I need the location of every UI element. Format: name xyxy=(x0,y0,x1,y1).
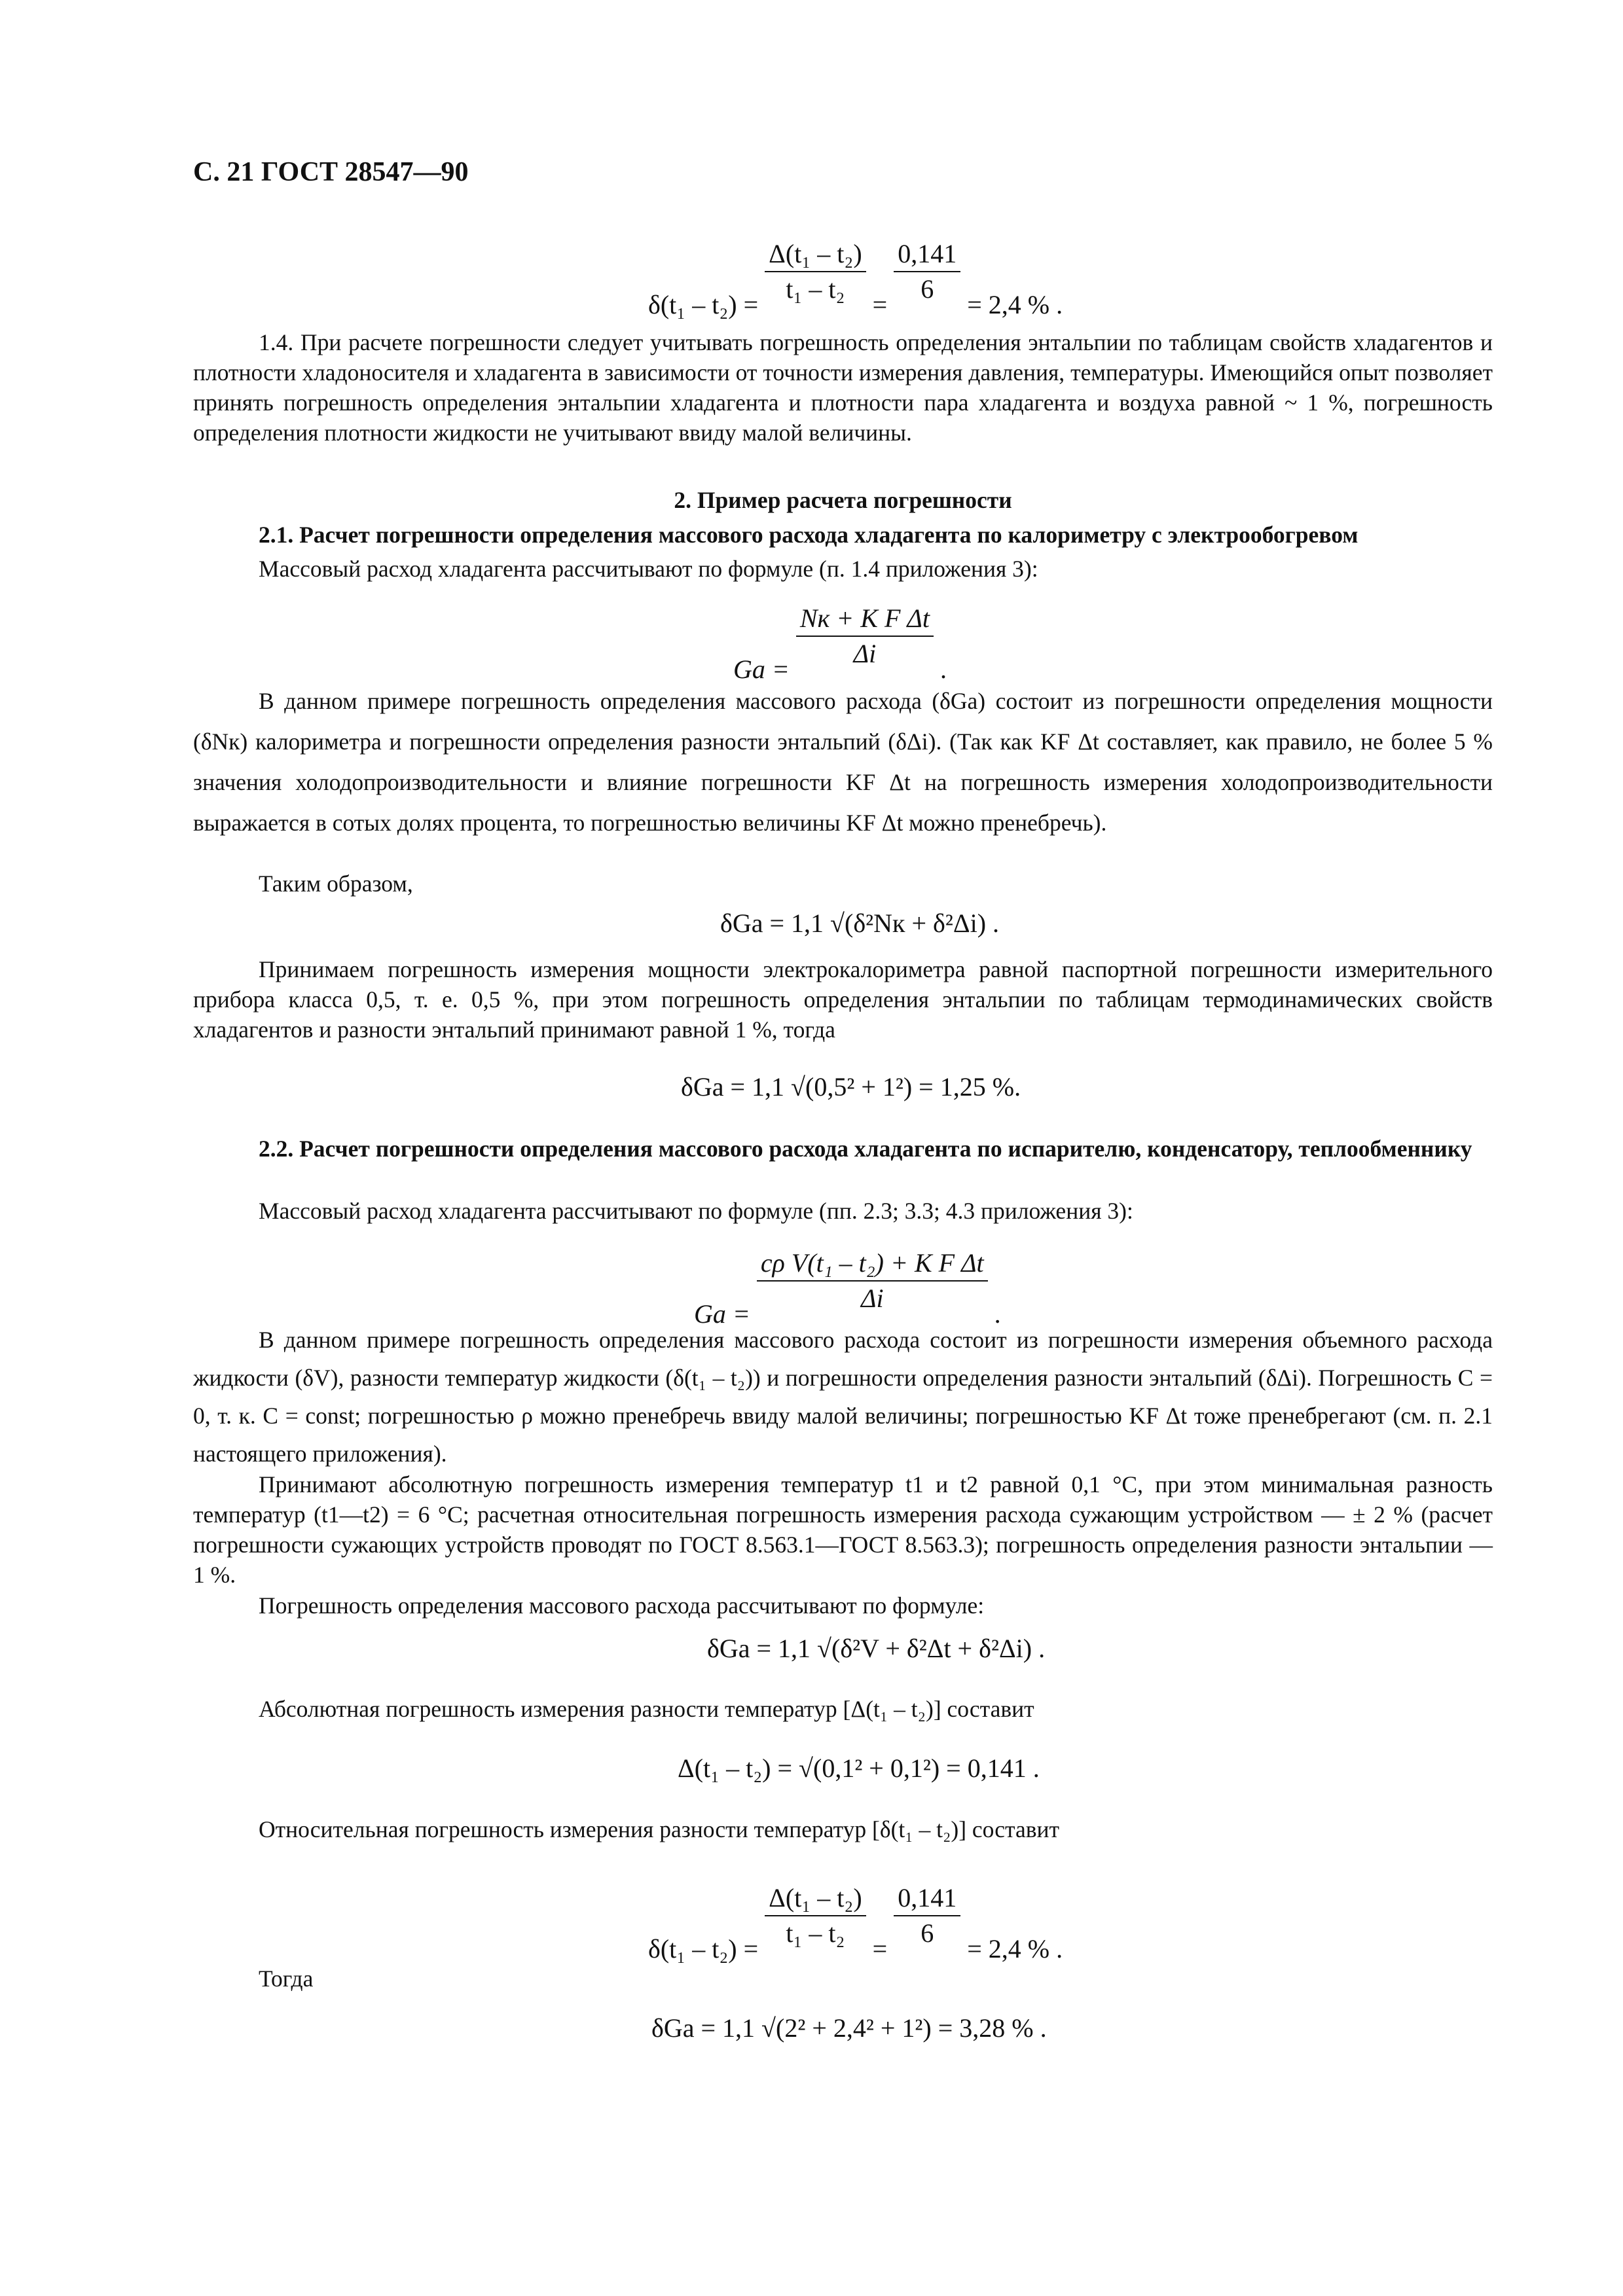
subsection-2-1-paragraph-2: Принимаем погрешность измерения мощности электрокалориметра равной паспортной погрешности измерительного прибора класса 0,5, т. е. 0,5 %, при этом погрешность определения энтальпии по таблицам термодинамических свойств хладагентов и разности энтальпий принимают равной 1 %, тогда xyxy=(193,956,1493,1043)
formula-relative-temp-error: δ(t₁ – t₂) = $\frac{\text{Δ(t₁ – t₂)}}{\text{t₁ – t₂}}$ = $\frac{0,141}{6}$ = 2,4 % . xyxy=(648,1883,1063,1964)
subsection-2-2-paragraph-4: Абсолютная погрешность измерения разности температур [Δ(t₁ – t₂)] составит xyxy=(259,1696,1034,1722)
subsection-2-1-title: 2.1. Расчет погрешности определения массового расхода хладагента по калориметру с электрообогревом xyxy=(259,522,1359,548)
subsection-2-2-then: Тогда xyxy=(259,1965,314,1992)
section-2-title: 2. Пример расчета погрешности xyxy=(674,487,1012,513)
subsection-2-2-paragraph-2: Принимают абсолютную погрешность измерения температур t1 и t2 равной 0,1 °С, при этом минимальная разность температур (t1—t2) = 6 °С; расчетная относительная погрешность измерения расхода сужающим устройством — ± 2 % (расчет погрешности сужающих устройств проводят по ГОСТ 8.563.1—ГОСТ 8.563.3); погрешность определения разности энтальпии — 1 %. xyxy=(193,1471,1493,1588)
equation-relative-error-top: δ(t₁ – t₂) = $\frac{\text{Δ(t₁ – t₂)}}{\text{t₁ – t₂}}$ = $\frac{0,141}{6}$ = 2,4 % . xyxy=(648,239,1063,319)
subsection-2-2-intro: Массовый расход хладагента рассчитывают по формуле (пп. 2.3; 3.3; 4.3 приложения 3): xyxy=(259,1198,1133,1224)
subsection-2-2-title: 2.2. Расчет погрешности определения массового расхода хладагента по испарителю, конденсатору, теплообменнику xyxy=(259,1136,1472,1162)
subsection-2-1-paragraph-1: В данном примере погрешность определения массового расхода (δGа) состоит из погрешности определения мощности (δNк) калориметра и погрешности определения разности энтальпий (δΔi). (Так как KF Δt составляет, как правило, не более 5 % значения холодопроизводительности и влияние погрешности KF Δt на погрешность измерения холодопроизводительности выражается в сотых долях процента, то погрешностью величины KF Δt можно пренебречь). xyxy=(193,688,1493,836)
formula-mass-flow-calorimeter: Gа = $\frac{\text{Nк + K F Δt}}{\Delta i}$ . xyxy=(733,603,947,684)
formula-error-heat-exchanger: δGа = 1,1 √(δ²V + δ²Δt + δ²Δi) . xyxy=(707,1634,1046,1663)
page-header: С. 21 ГОСТ 28547—90 xyxy=(193,157,469,187)
paragraph-1-4: 1.4. При расчете погрешности следует учитывать погрешность определения энтальпии по таблицам свойств хладагентов и плотности хладоносителя и хладагента в зависимости от точности измерения давления, температуры. Имеющийся опыт позволяет принять погрешность определения энтальпии хладагента и плотности пара хладагента и воздуха равной ~ 1 %, погрешность определения плотности жидкости не учитывают ввиду малой величины. xyxy=(193,329,1493,446)
formula-absolute-temp-error: Δ(t₁ – t₂) = √(0,1² + 0,1²) = 0,141 . xyxy=(678,1753,1040,1783)
formula-error-calorimeter-result: δGа = 1,1 √(0,5² + 1²) = 1,25 %. xyxy=(681,1072,1021,1102)
eq-lhs: δ(t₁ – t₂) = xyxy=(648,290,759,319)
subsection-2-1-thus: Таким образом, xyxy=(259,870,413,897)
subsection-2-2-paragraph-3: Погрешность определения массового расхода рассчитывают по формуле: xyxy=(259,1592,985,1619)
subsection-2-1-intro: Массовый расход хладагента рассчитывают по формуле (п. 1.4 приложения 3): xyxy=(259,556,1038,582)
formula-error-heat-exchanger-result: δGа = 1,1 √(2² + 2,4² + 1²) = 3,28 % . xyxy=(651,2013,1047,2043)
formula-error-calorimeter: δGа = 1,1 √(δ²Nк + δ²Δi) . xyxy=(720,908,1000,938)
subsection-2-2-paragraph-1: В данном примере погрешность определения массового расхода состоит из погрешности измерения объемного расхода жидкости (δV), разности температур жидкости (δ(t₁ – t₂)) и погрешности определения разности энтальпий (δΔi). Погрешность C = 0, т. к. C = const; погрешностью ρ можно пренебречь ввиду малой величины; погрешностью KF Δt тоже пренебрегают (см. п. 2.1 настоящего приложения). xyxy=(193,1327,1493,1467)
subsection-2-2-paragraph-5: Относительная погрешность измерения разности температур [δ(t₁ – t₂)] составит xyxy=(259,1816,1060,1842)
formula-mass-flow-heat-exchanger: Gа = $\frac{\text{cρ V(t₁ – t₂) + K F Δt}}{\Delta i}$ . xyxy=(694,1248,1001,1329)
